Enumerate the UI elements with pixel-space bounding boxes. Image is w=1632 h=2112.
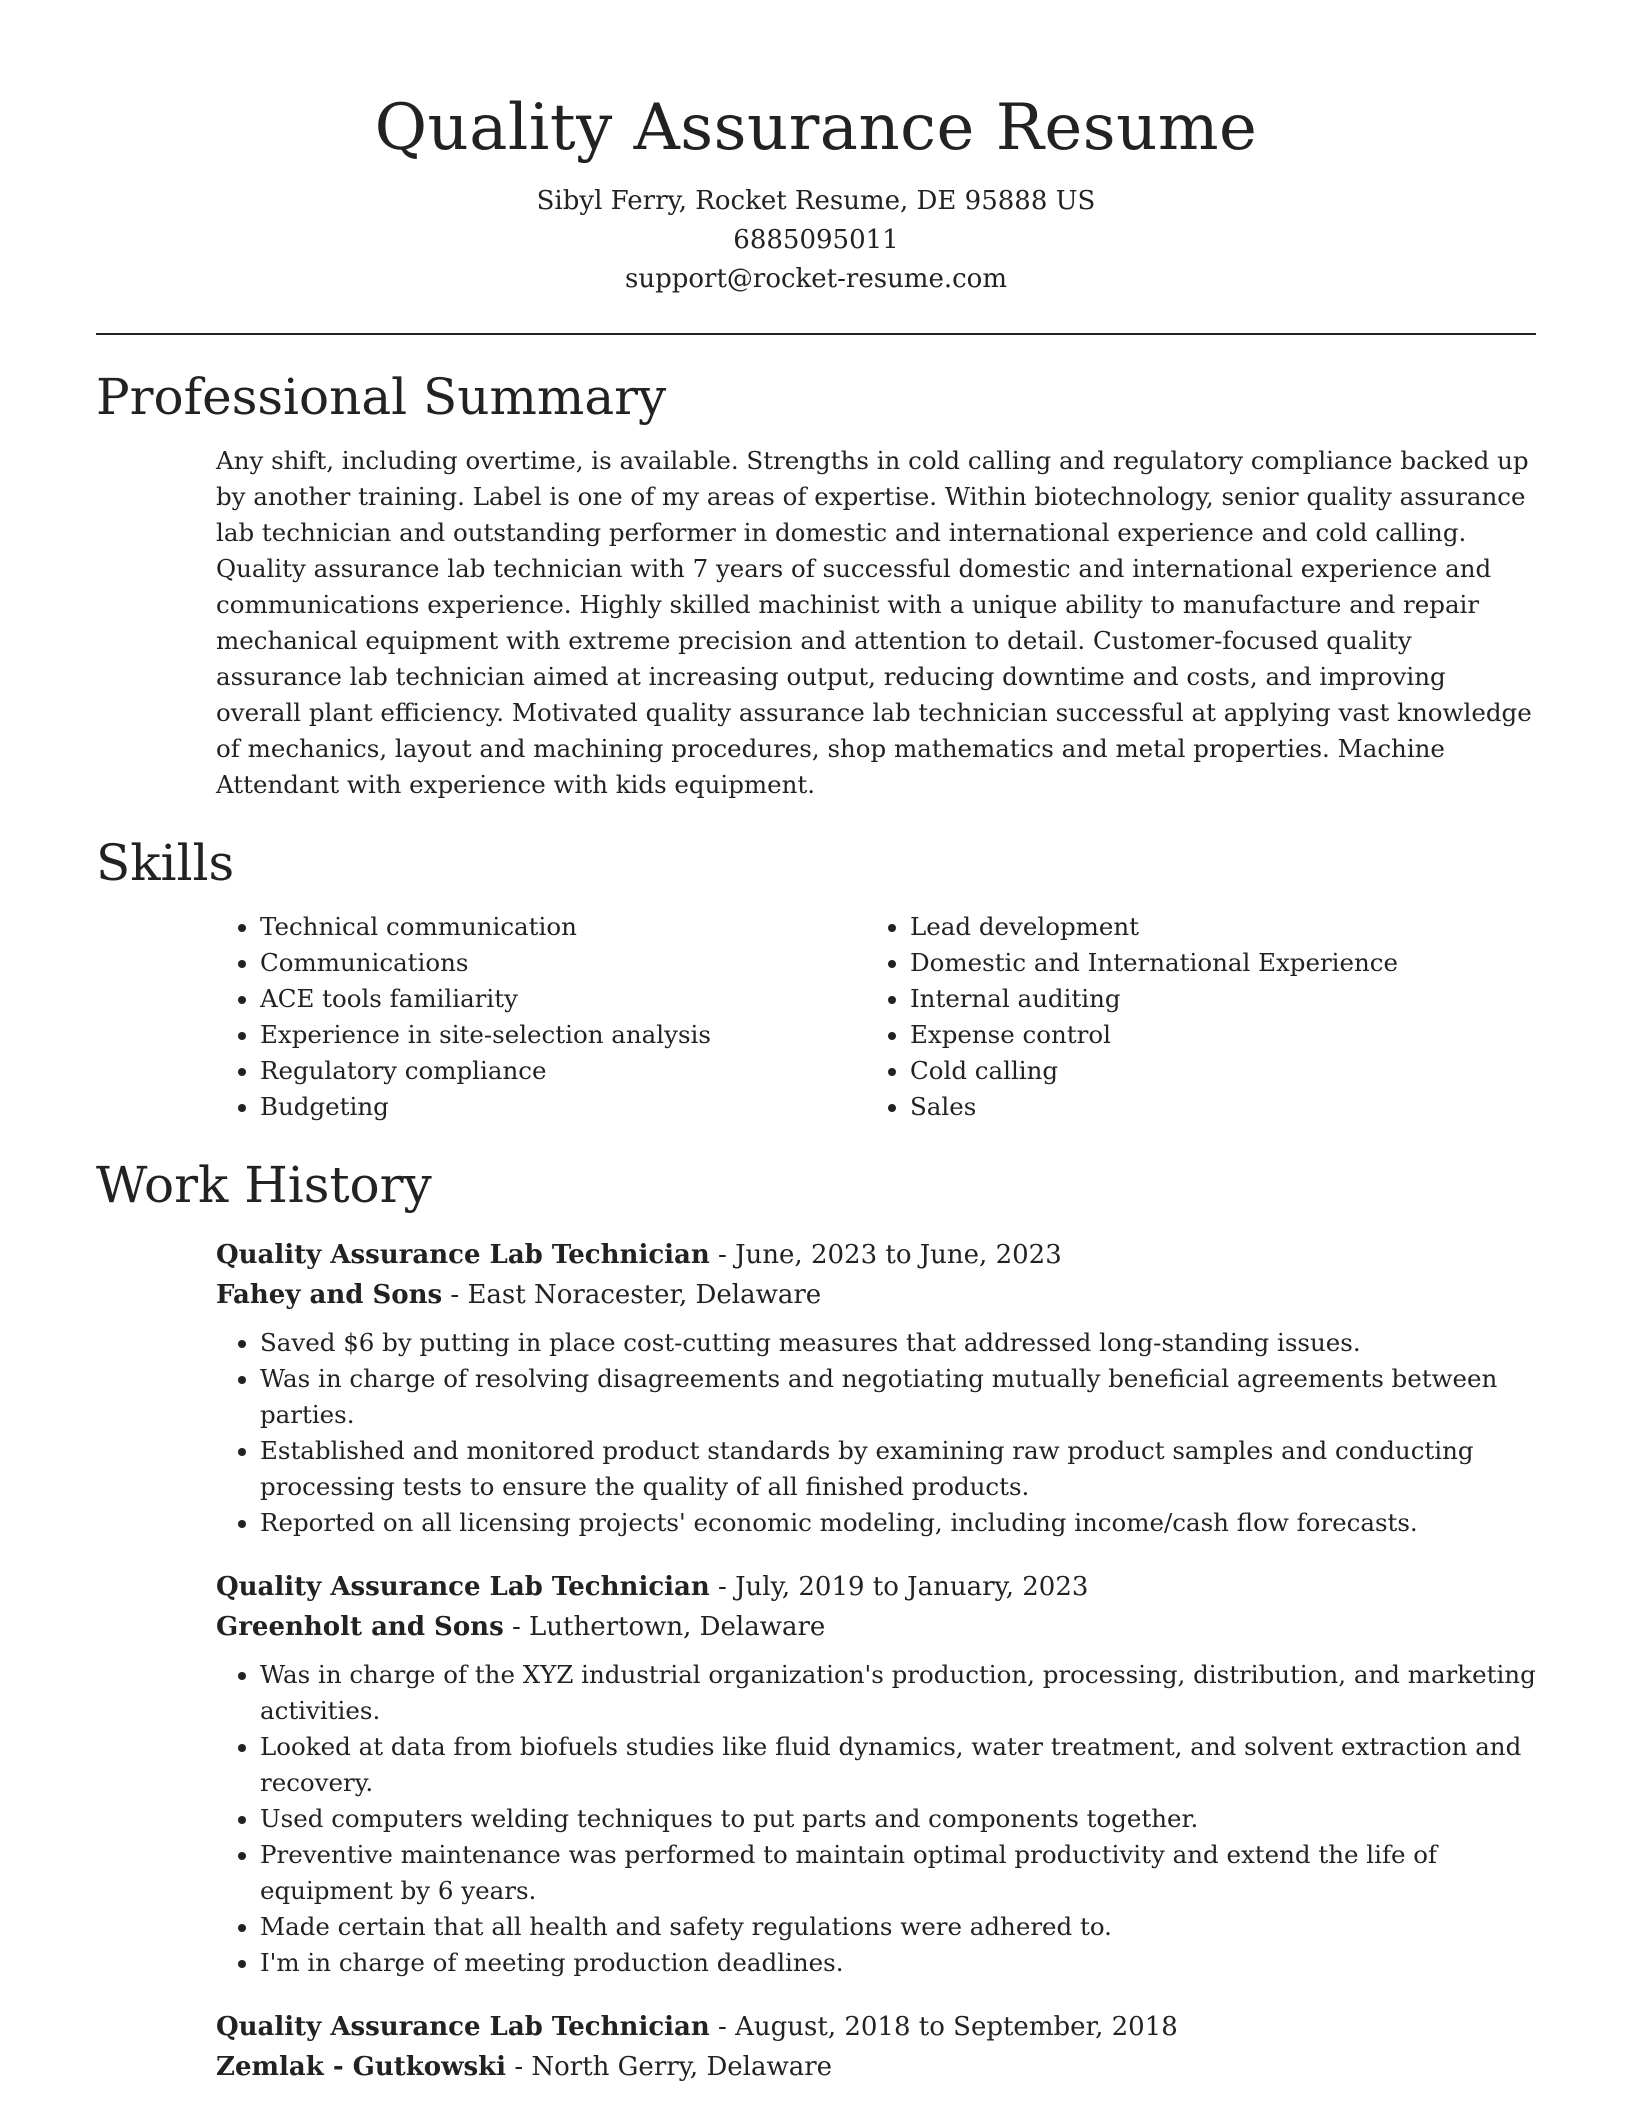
contact-email: support@rocket-resume.com [624, 264, 1007, 294]
job-dates: - July, 2019 to January, 2023 [709, 1572, 1089, 1602]
job-bullet: • Was in charge of the XYZ industrial organization's production, processing, distribution, and marketing activities. [260, 1657, 1536, 1729]
skills-heading: Skills [96, 834, 235, 892]
job-company-line [216, 2047, 1536, 2087]
job-bullet: • Preventive maintenance was performed to maintain optimal productivity and extend the life of equipment by 6 years. [260, 1837, 1536, 1909]
contact-phone: 6885095011 [733, 225, 899, 255]
job-bullet: • Established and monitored product standards by examining raw product samples and conducting processing tests to ensure the quality of all finished products. [260, 1433, 1536, 1505]
job-dates: - August, 2018 to September, 2018 [709, 2012, 1178, 2042]
skill-item: • Budgeting [260, 1089, 866, 1125]
skills-list-right [866, 909, 1516, 1125]
job-bullets [216, 1657, 1536, 1981]
resume-page [96, 0, 1536, 2087]
job-location: - North Gerry, Delaware [506, 2052, 833, 2082]
job-bullet: • Reported on all licensing projects' economic modeling, including income/cash flow forecasts. [260, 1505, 1536, 1541]
job-company-line [216, 1607, 1536, 1647]
skill-item: • Expense control [910, 1017, 1516, 1053]
job-title-line [216, 2007, 1536, 2047]
job-bullet: • Saved $6 by putting in place cost-cutting measures that addressed long-standing issues. [260, 1325, 1536, 1361]
job-location: - Luthertown, Delaware [503, 1612, 826, 1642]
job-company-line [216, 1275, 1536, 1315]
job-title: Quality Assurance Lab Technician [216, 1240, 710, 1270]
job-bullets [216, 1325, 1536, 1541]
job-location: - East Noracester, Delaware [442, 1280, 822, 1310]
skill-item: • Experience in site-selection analysis [260, 1017, 866, 1053]
contact-block [96, 182, 1536, 299]
job-dates: - June, 2023 to June, 2023 [709, 1240, 1062, 1270]
job-bullet: • Looked at data from biofuels studies like fluid dynamics, water treatment, and solvent extraction and recovery. [260, 1729, 1536, 1801]
skills-section [96, 831, 1536, 1125]
summary-section [96, 365, 1536, 803]
job-bullet: • I'm in charge of meeting production deadlines. [260, 1945, 1536, 1981]
skill-item: • Technical communication [260, 909, 866, 945]
job-title-line [216, 1567, 1536, 1607]
job-company: Greenholt and Sons [216, 1612, 504, 1642]
job-entry [216, 2007, 1536, 2087]
job-entry [216, 1235, 1536, 1541]
work-history-heading: Work History [96, 1156, 432, 1214]
skill-item: • Regulatory compliance [260, 1053, 866, 1089]
summary-text: Any shift, including overtime, is available. Strengths in cold calling and regulatory compliance backed up by another training. Label is one of my areas of expertise. Within biotechnology, senior quality assurance lab technician and outstanding performer in domestic and international experience and cold calling. Quality assurance lab technician with 7 years of successful domestic and international experience and communications experience. Highly skilled machinist with a unique ability to manufacture and repair mechanical equipment with extreme precision and attention to detail. Customer-focused quality assurance lab technician aimed at increasing output, reducing downtime and costs, and improving overall plant efficiency. Motivated quality assurance lab technician successful at applying vast knowledge of mechanics, layout and machining procedures, shop mathematics and metal properties. Machine Attendant with experience with kids equipment. [216, 446, 1532, 799]
skill-item: • ACE tools familiarity [260, 981, 866, 1017]
resume-header [96, 0, 1536, 299]
skills-column-right [866, 909, 1516, 1125]
job-company: Zemlak - Gutkowski [216, 2052, 507, 2082]
skills-column-left [216, 909, 866, 1125]
job-title: Quality Assurance Lab Technician [216, 2012, 710, 2042]
job-title-line [216, 1235, 1536, 1275]
job-entry [216, 1567, 1536, 1981]
skill-item: • Sales [910, 1089, 1516, 1125]
skill-item: • Internal auditing [910, 981, 1516, 1017]
job-company: Fahey and Sons [216, 1280, 443, 1310]
job-bullet: • Made certain that all health and safety regulations were adhered to. [260, 1909, 1536, 1945]
skill-item: • Communications [260, 945, 866, 981]
skills-list-left [216, 909, 866, 1125]
summary-heading: Professional Summary [96, 368, 667, 426]
header-divider [96, 333, 1536, 335]
skill-item: • Cold calling [910, 1053, 1516, 1089]
work-history-section [96, 1153, 1536, 2087]
job-title: Quality Assurance Lab Technician [216, 1572, 710, 1602]
job-bullet: • Was in charge of resolving disagreements and negotiating mutually beneficial agreements between parties. [260, 1361, 1536, 1433]
skill-item: • Domestic and International Experience [910, 945, 1516, 981]
skill-item: • Lead development [910, 909, 1516, 945]
job-bullet: • Used computers welding techniques to put parts and components together. [260, 1801, 1536, 1837]
resume-title: Quality Assurance Resume [374, 91, 1258, 165]
contact-address: Sibyl Ferry, Rocket Resume, DE 95888 US [536, 186, 1096, 216]
skills-grid [216, 909, 1536, 1125]
